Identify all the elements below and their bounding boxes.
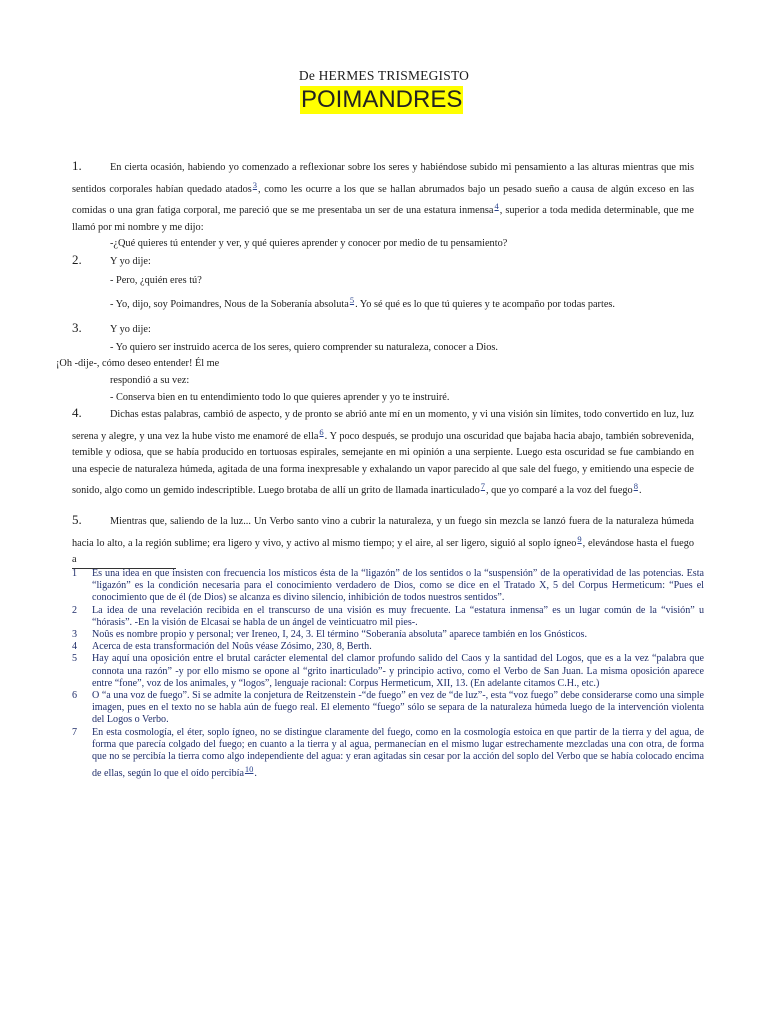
section-3	[56, 320, 694, 407]
footnote-ref-link[interactable]: 10	[244, 764, 254, 775]
dialogue-text: . Yo sé qué es lo que tú quieres y te acompaño por todas partes.	[355, 299, 616, 311]
section-2	[72, 252, 694, 314]
footnote-ref-link[interactable]: 7	[480, 481, 486, 492]
section-number: 4.	[72, 405, 82, 420]
section-text: , superior a toda medida determinable, que me llamó por mi nombre y me dijo:	[72, 205, 694, 233]
footnote-item	[72, 727, 704, 781]
footnote-item	[72, 690, 704, 727]
section-number: 2.	[72, 252, 82, 267]
section-1	[72, 158, 694, 253]
dialogue-line: - Yo quiero ser instruido acerca de los seres, quiero comprender su naturaleza, conocer a Dios.	[110, 341, 498, 353]
dialogue-line: -¿Qué quieres tú entender y ver, y qué quieres aprender y conocer por medio de tu pensamiento?	[110, 238, 508, 250]
footnote-ref-link[interactable]: 8	[633, 481, 638, 492]
dialogue-line: respondió a su vez:	[110, 374, 190, 386]
section-text: , como les ocurre a los que se hallan abrumados bajo un pesado sueño a causa de algún exceso en las comidas o una gran fatiga corporal, me pareció que se me presentaba un ser de una estatura inmensa	[72, 183, 694, 217]
footnote-ref-link[interactable]: 9	[577, 533, 582, 544]
section-text: Y yo dije:	[110, 324, 151, 335]
section-text: Dichas estas palabras, cambió de aspecto, y de pronto se abrió ante mí en un momento, y vi una visión sin límites, todo convertido en luz, luz serena y alegre, y una vez la hube visto me enamoré de ella	[72, 409, 694, 442]
footnote-item	[72, 641, 704, 653]
footnote-number: 4	[72, 641, 78, 653]
footnote-ref-link[interactable]: 3	[252, 179, 258, 190]
footnote-item	[72, 653, 704, 690]
footnote-ref-link[interactable]: 4	[494, 201, 499, 212]
section-text: , elevándose hasta el fuego a	[72, 537, 694, 566]
footnotes	[72, 568, 704, 780]
footnote-item	[72, 629, 704, 641]
section-text: .	[638, 485, 642, 497]
footnote-item	[72, 568, 704, 605]
section-text: . Y poco después, se produjo una oscuridad que bajaba hacia abajo, también sobrevenida, temible y odiosa, que se había producido en tortuosas espirales, semejante en mi opinión a una serpiente. Luego esta oscuridad se fue cambiando en una especie de naturaleza húmeda, agitada de una forma inexpresable y exhalando un vapor parecido al que sale del fuego, y emitiendo una especie de sonido, algo como un gemido indescriptible. Luego brotaba de allí un grito de llamada inarticulado	[72, 430, 694, 497]
section-5	[72, 512, 694, 569]
section-number: 3.	[72, 320, 82, 335]
dialogue-text: - Yo, dijo, soy Poimandres, Nous de la Soberanía absoluta	[110, 299, 349, 311]
footnote-text: La idea de una revelación recibida en el transcurso de una visión es muy frecuente. La “estatura inmensa” es un lugar común de la “visión” u “hórasis”. -En la visión de Elcasai se habla de un ángel de veinticuatro mil pies-.	[92, 604, 704, 628]
footnote-ref-link[interactable]: 5	[349, 295, 355, 306]
section-text: En cierta ocasión, habiendo yo comenzado a reflexionar sobre los seres y habiéndose subido mi pensamiento a las alturas mientras que mis sentidos corporales habían quedado atados	[72, 162, 694, 195]
footnote-number: 5	[72, 653, 78, 665]
section-text: Mientras que, saliendo de la luz... Un Verbo santo vino a cubrir la naturaleza, y un fuego sin mezcla se lanzó fuera de la naturaleza húmeda hacia lo alto, a la región sublime; era ligero y vivo, y activo al mismo tiempo; y el aire, al ser ligero, siguió al soplo ígneo	[72, 516, 694, 549]
footnote-text: Acerca de esta transformación del Noûs véase Zósimo, 230, 8, Berth.	[92, 641, 372, 653]
footnote-text: Es una idea en que insisten con frecuencia los místicos ésta de la “ligazón” de los sentidos o la “suspensión” de la operatividad de las potencias. Esta “ligazón” es la condición necesaria para el conocimiento verdadero de Dios, como se dice en el Tratado X, 5 del Corpus Hermeticum: “Pues el conocimiento que de él (de Dios) se alcanza es divino silencio, inhibición de todos nuestros sentidos”.	[92, 568, 704, 604]
footnote-text: O “a una voz de fuego”. Si se admite la conjetura de Reitzenstein -“de fuego” en vez de “de luz”-, esta “voz fuego” debe considerarse como una simple imagen, pues en el texto no se habla aún de fuego real. El elemento “fuego” sólo se separa de la naturaleza húmeda luego de la intervención violenta del Logos o Verbo.	[92, 690, 704, 726]
footnote-text: .	[254, 768, 257, 780]
footnote-number: 1	[72, 568, 78, 579]
footnote-number: 3	[72, 629, 78, 641]
section-4	[72, 405, 694, 500]
footnote-item	[72, 605, 704, 629]
document-title: POIMANDRES	[301, 86, 463, 113]
footnote-text: Noûs es nombre propio y personal; ver Ireneo, I, 24, 3. El término “Soberanía absoluta” aparece también en los Gnósticos.	[92, 629, 588, 641]
section-text: Y yo dije:	[110, 256, 151, 267]
document-pre-title: De HERMES TRISMEGISTO	[298, 68, 470, 83]
footnote-ref-link[interactable]: 6	[319, 426, 324, 437]
dialogue-line: - Conserva bien en tu entendimiento todo lo que quieres aprender y yo te instruiré.	[110, 392, 450, 404]
footnote-number: 6	[72, 690, 78, 702]
footnote-number: 2	[72, 604, 78, 616]
dialogue-line	[72, 292, 694, 314]
section-text: , que yo comparé a la voz del fuego	[486, 485, 633, 497]
dialogue-line: - Pero, ¿quién eres tú?	[110, 274, 202, 286]
footnote-text: Hay aquí una oposición entre el brutal carácter elemental del clamor profundo salido del Caos y la santidad del Logos, que es a la vez “palabra que connota una razón” -y por ello mismo se opone al “grito inarticulado”- y principio activo, como el Verbo de San Juan. La misma oposición aparece entre “fone”, voz de los animales, y “logos”, lenguaje racional: Corpus Hermeticum, XII, 13. (En adelante citamos C.H., etc.)	[92, 653, 704, 689]
section-number: 1.	[72, 158, 82, 173]
section-number: 5.	[72, 512, 82, 527]
footnote-number: 7	[72, 726, 78, 738]
footnote-text: En esta cosmología, el éter, soplo ígneo, no se distingue claramente del fuego, como en la cosmología estoica en que partir de la tierra y del agua, de forma que parecía colgado del fuego; en cuanto a la tierra y al agua, permanecían en el mismo lugar estrechamente mezcladas una con otra, de forma que no se percibía la tierra como algo independiente del agua: y eran agitadas sin cesar por la acción del soplo del Verbo que se había colocado encima de ellas, según lo que el oído percibía	[92, 726, 704, 780]
dialogue-line: ¡Oh -dije-, cómo deseo entender! Él me	[56, 358, 220, 370]
